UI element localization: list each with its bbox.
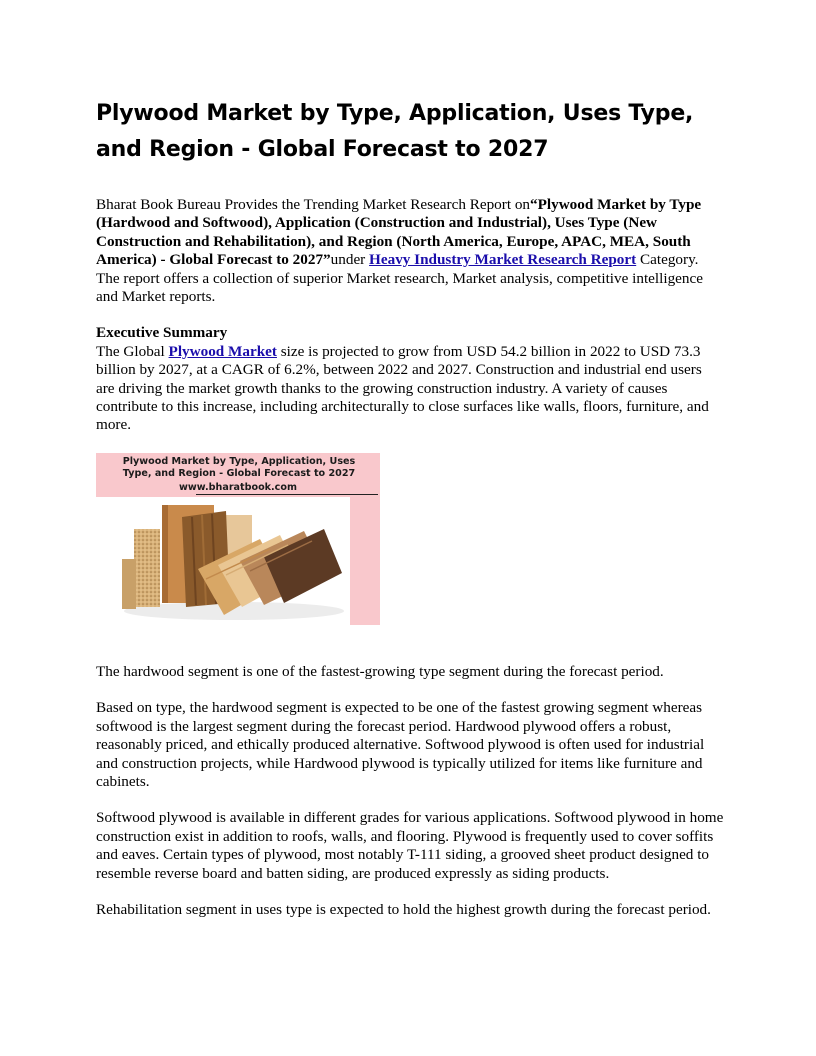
intro-text-after: Category. The report offers a collection of superior Market research, Market analysis, competitive intelligence and Market reports. <box>96 251 703 306</box>
banner-website: www.bharatbook.com <box>179 481 297 493</box>
summary-text: The Global <box>96 342 169 360</box>
document-page <box>96 96 724 919</box>
executive-summary-heading: Executive Summary <box>96 324 228 342</box>
page-title: Plywood Market by Type, Application, Uses Type, and Region - Global Forecast to 2027 <box>96 101 694 162</box>
paragraph-softwood-plywood: Softwood plywood is available in different grades for various applications. Softwood plywood in home construction exist in addition to roofs, walls, and flooring. Plywood is frequently used to cover soffits and eaves. Certain types of plywood, most notably T-111 siding, a grooved sheet product designed to resemble reverse board and batten siding, are produced expressly as siding products. <box>96 809 724 882</box>
paragraph-type-analysis: Based on type, the hardwood segment is expected to be one of the fastest growing segment whereas softwood is the largest segment during the forecast period. Hardwood plywood offers a robust, reasonably priced, and ethically produced alternative. Softwood plywood is often used for industrial and construction projects, while Hardwood plywood is typically utilized for items like furniture and cabinets. <box>96 699 705 790</box>
paragraph-hardwood-segment: The hardwood segment is one of the fastest-growing type segment during the forecast period. <box>96 662 664 680</box>
report-title: “Plywood Market by Type (Hardwood and Softwood), Application (Construction and Industrial), Uses Type (New Construction and Rehabilitation), and Region (North America, Europe, APAC, MEA, South America) - Global Forecast to 2027” <box>96 196 702 269</box>
under-text: under <box>330 251 366 269</box>
report-banner-image <box>96 453 380 625</box>
intro-paragraph <box>96 196 724 306</box>
plywood-market-link[interactable]: Plywood Market <box>168 342 277 360</box>
executive-summary-paragraph <box>96 324 724 434</box>
intro-text: Bharat Book Bureau Provides the Trending Market Research Report on <box>96 196 531 213</box>
banner-title-line-2: Type, and Region - Global Forecast to 2027 <box>122 467 356 479</box>
banner-divider <box>196 494 378 495</box>
paragraph-rehabilitation-segment: Rehabilitation segment in uses type is expected to hold the highest growth during the forecast period. <box>96 900 711 918</box>
banner-side-bar <box>350 497 380 625</box>
category-link[interactable]: Heavy Industry Market Research Report <box>369 251 637 269</box>
banner-title-line-1: Plywood Market by Type, Application, Uses <box>122 455 356 467</box>
plywood-samples-illustration <box>114 499 346 623</box>
summary-text-after: size is projected to grow from USD 54.2 billion in 2022 to USD 73.3 billion by 2027, at a CAGR of 6.2%, between 2022 and 2027. Construction and industrial end users are driving the market growth thanks to the growing construction industry. A variety of causes contribute to this increase, including architecturally to close surfaces like walls, floors, furniture, and more. <box>96 342 709 434</box>
